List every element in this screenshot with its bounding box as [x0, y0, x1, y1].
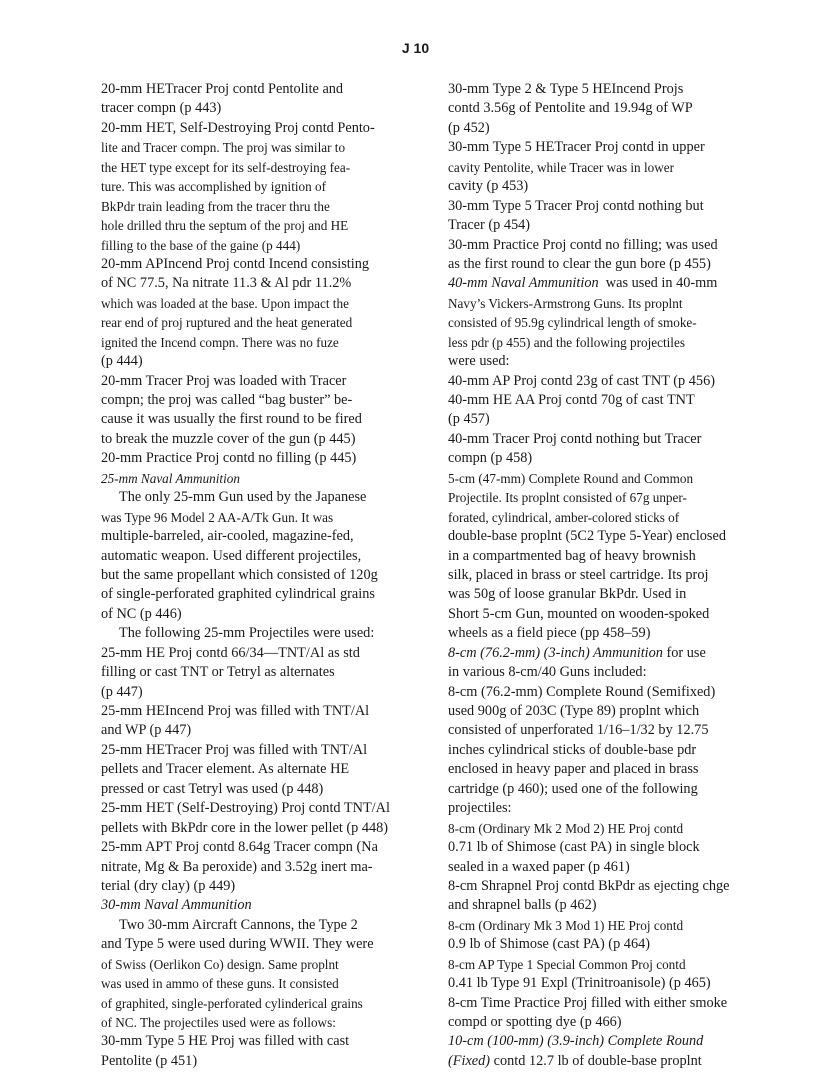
text-line: consisted of unperforated 1/16–1/32 by 12.75	[448, 722, 709, 739]
italic-heading: 40-mm Naval Ammunition	[448, 275, 599, 292]
text-line: The only 25-mm Gun used by the Japanese	[119, 489, 367, 506]
text-line: in various 8-cm/40 Guns included:	[448, 664, 647, 681]
text-line: forated, cylindrical, amber-colored sticks of	[448, 509, 680, 525]
text-line: Projectile. Its proplnt consisted of 67g unper-	[448, 490, 687, 506]
text-line: compd or spotting dye (p 466)	[448, 1014, 622, 1030]
text-line: silk, placed in brass or steel cartridge. Its proj	[448, 566, 709, 583]
text-line: (p 452)	[448, 119, 490, 136]
text-line: 40-mm HE AA Proj contd 70g of cast TNT	[448, 392, 695, 408]
text-line: 5-cm (47-mm) Complete Round and Common	[448, 470, 694, 486]
text-line: multiple-barreled, air-cooled, magazine-fed,	[101, 528, 354, 545]
text-line: which was loaded at the base. Upon impact the	[101, 295, 349, 311]
text-line	[448, 274, 748, 293]
text-line: 8-cm (Ordinary Mk 2 Mod 2) HE Proj contd	[448, 820, 684, 836]
text-line: was Type 96 Model 2 AA-A/Tk Gun. It was	[101, 509, 334, 525]
text-line: compn (p 458)	[448, 450, 533, 467]
text-line: ture. This was accomplished by ignition of	[101, 179, 327, 195]
text-line: cause it was usually the first round to be fired	[101, 411, 362, 428]
text-line: 0.41 lb Type 91 Expl (Trinitroanisole) (p 465)	[448, 975, 711, 992]
line-text: for use	[662, 644, 706, 661]
text-line: Short 5-cm Gun, mounted on wooden-spoked	[448, 605, 710, 622]
text-line: enclosed in heavy paper and placed in brass	[448, 761, 699, 778]
text-line: (p 447)	[101, 683, 143, 700]
text-line: double-base proplnt (5C2 Type 5-Year) enclosed	[448, 528, 726, 545]
text-line: of single-perforated graphited cylindrical grains	[101, 586, 375, 603]
text-line: 20-mm HETracer Proj contd Pentolite and	[101, 81, 344, 97]
text-line: and Type 5 were used during WWII. They were	[101, 936, 374, 953]
text-line: 0.71 lb of Shimose (cast PA) in single block	[448, 839, 700, 856]
text-line: was 50g of loose granular BkPdr. Used in	[448, 586, 687, 603]
text-line: 25-mm HETracer Proj was filled with TNT/Al	[101, 741, 368, 758]
text-line: compn; the proj was called “bag buster” be-	[101, 392, 353, 408]
line-text: contd 12.7 lb of double-base proplnt	[490, 1052, 702, 1069]
text-line: sealed in a waxed paper (p 461)	[448, 858, 630, 875]
text-line: 20-mm Tracer Proj was loaded with Tracer	[101, 372, 347, 389]
text-line: 30-mm Practice Proj contd no filling; was used	[448, 236, 718, 253]
text-line	[448, 644, 748, 663]
text-line: pellets and Tracer element. As alternate HE	[101, 761, 350, 778]
text-line: 8-cm (76.2-mm) Complete Round (Semifixed)	[448, 683, 716, 700]
italic-heading: 8-cm (76.2-mm) (3-inch) Ammunition	[448, 644, 663, 661]
text-line: 25-mm HEIncend Proj was filled with TNT/Al	[101, 703, 370, 719]
text-line: 8-cm (Ordinary Mk 3 Mod 1) HE Proj contd	[448, 917, 684, 933]
text-line: 25-mm Naval Ammunition	[101, 470, 240, 486]
text-line: 20-mm APIncend Proj contd Incend consisting	[101, 255, 370, 272]
text-line: Two 30-mm Aircraft Cannons, the Type 2	[119, 916, 358, 933]
text-line: of NC. The projectiles used were as follows:	[101, 1015, 336, 1030]
right-column	[448, 80, 748, 1071]
text-line: Pentolite (p 451)	[101, 1052, 198, 1069]
text-line: terial (dry clay) (p 449)	[101, 877, 236, 894]
text-line: 20-mm HET, Self-Destroying Proj contd Pento-	[101, 119, 375, 136]
text-line: 25-mm HET (Self-Destroying) Proj contd TNT/Al	[101, 800, 390, 817]
text-line: projectiles:	[448, 800, 512, 817]
text-line: 8-cm Time Practice Proj filled with either smoke	[448, 994, 728, 1011]
text-line: 40-mm AP Proj contd 23g of cast TNT (p 456)	[448, 372, 715, 389]
page-number: J 10	[401, 40, 430, 56]
text-line: as the first round to clear the gun bore (p 455)	[448, 255, 711, 272]
text-line: 8-cm AP Type 1 Special Common Proj contd	[448, 956, 686, 972]
text-line: cartridge (p 460); used one of the following	[448, 780, 698, 797]
text-line: 30-mm Type 5 Tracer Proj contd nothing but	[448, 197, 704, 214]
text-line: in a compartmented bag of heavy brownish	[448, 547, 696, 564]
text-line	[448, 1052, 748, 1071]
text-line: were used:	[448, 353, 510, 370]
text-line: of NC 77.5, Na nitrate 11.3 & Al pdr 11.2%	[101, 275, 352, 292]
text-line: pressed or cast Tetryl was used (p 448)	[101, 780, 324, 797]
text-line: and WP (p 447)	[101, 722, 192, 739]
text-line: (p 457)	[448, 411, 490, 428]
text-line: 25-mm APT Proj contd 8.64g Tracer compn (Na	[101, 839, 378, 856]
text-line: Navy’s Vickers-Armstrong Guns. Its proplnt	[448, 295, 683, 311]
text-line: hole drilled thru the septum of the proj and HE	[101, 218, 349, 234]
text-line: 30-mm Type 2 & Type 5 HEIncend Projs	[448, 81, 684, 97]
text-line: nitrate, Mg & Ba peroxide) and 3.52g inert ma-	[101, 858, 373, 875]
text-line: but the same propellant which consisted of 120g	[101, 566, 378, 583]
text-line: 40-mm Tracer Proj contd nothing but Tracer	[448, 430, 702, 447]
text-line: The following 25-mm Projectiles were used:	[119, 625, 375, 642]
text-line: of NC (p 446)	[101, 605, 182, 622]
text-line: consisted of 95.9g cylindrical length of smoke-	[448, 315, 697, 331]
text-line: cavity Pentolite, while Tracer was in lower	[448, 159, 674, 175]
line-text: was used in 40-mm	[598, 275, 718, 292]
text-line: lite and Tracer compn. The proj was similar to	[101, 140, 346, 156]
text-line: Tracer (p 454)	[448, 217, 531, 234]
text-line: contd 3.56g of Pentolite and 19.94g of WP	[448, 100, 693, 117]
text-line: of graphited, single-perforated cylinderical grains	[101, 995, 363, 1011]
text-line: automatic weapon. Used different projectiles,	[101, 547, 362, 564]
text-line: of Swiss (Oerlikon Co) design. Same proplnt	[101, 956, 339, 972]
text-line: and shrapnel balls (p 462)	[448, 897, 597, 914]
text-line: less pdr (p 455) and the following projectiles	[448, 334, 685, 350]
text-line: BkPdr train leading from the tracer thru the	[101, 198, 330, 214]
text-line: was used in ammo of these guns. It consisted	[101, 976, 339, 992]
text-line: 8-cm Shrapnel Proj contd BkPdr as ejecting chge	[448, 877, 730, 894]
italic-heading: (Fixed)	[448, 1052, 491, 1069]
text-line: filling or cast TNT or Tetryl as alternates	[101, 664, 335, 681]
text-line: rear end of proj ruptured and the heat generated	[101, 315, 353, 331]
text-line: filling to the base of the gaine (p 444)	[101, 237, 301, 253]
text-line: 0.9 lb of Shimose (cast PA) (p 464)	[448, 936, 650, 953]
left-column	[101, 80, 401, 1071]
text-line: tracer compn (p 443)	[101, 100, 222, 117]
text-line: to break the muzzle cover of the gun (p 445)	[101, 430, 356, 447]
text-line: inches cylindrical sticks of double-base pdr	[448, 741, 697, 758]
text-line: cavity (p 453)	[448, 178, 529, 195]
text-line: 30-mm Naval Ammunition	[101, 897, 252, 914]
text-line: ignited the Incend compn. There was no fuze	[101, 334, 339, 350]
text-line: 25-mm HE Proj contd 66/34—TNT/Al as std	[101, 644, 360, 661]
text-line: used 900g of 203C (Type 89) proplnt which	[448, 703, 700, 719]
text-line: pellets with BkPdr core in the lower pellet (p 448)	[101, 819, 389, 836]
text-line: 10-cm (100-mm) (3.9-inch) Complete Round	[448, 1033, 704, 1050]
text-line: 30-mm Type 5 HETracer Proj contd in upper	[448, 139, 705, 156]
text-line: the HET type except for its self-destroying fea-	[101, 159, 351, 175]
text-line: 30-mm Type 5 HE Proj was filled with cast	[101, 1033, 350, 1050]
text-line: (p 444)	[101, 353, 143, 370]
text-line: wheels as a field piece (pp 458–59)	[448, 625, 651, 642]
text-line: 20-mm Practice Proj contd no filling (p 445)	[101, 450, 357, 467]
